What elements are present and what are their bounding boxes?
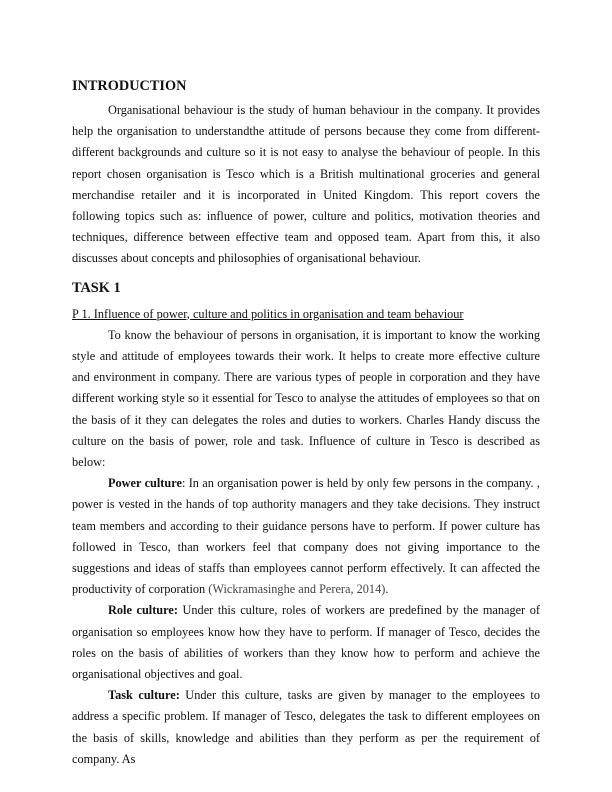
task1-subtitle: P 1. Influence of power, culture and politics in organisation and team behaviour [72, 306, 464, 321]
task-culture-paragraph [72, 685, 540, 770]
document-page [72, 76, 540, 770]
power-culture-text: : In an organisation power is held by only few persons in the company. , power is vested in the hands of top authority managers and they take decisions. They instruct team members and according to their guidance persons have to perform. If power culture has followed in Tesco, than workers feel that company does not giving importance to the suggestions and ideas of staffs than employees cannot perform effectively. It can affected the productivity of corporation [72, 476, 540, 597]
task-culture-text: Under this culture, tasks are given by manager to the employees to address a specific problem. If manager of Tesco, delegates the task to different employees on the basis of skills, knowledge and abilities than they perform as per the requirement of company. As [72, 688, 540, 766]
introduction-paragraph: Organisational behaviour is the study of human behaviour in the company. It provides help the organisation to understandthe attitude of persons because they come from different-different backgrounds and culture so it is not easy to analyse the behaviour of people. In this report chosen organisation is Tesco which is a British multinational groceries and general merchandise retailer and it is incorporated in United Kingdom. This report covers the following topics such as: influence of power, culture and politics, motivation theories and techniques, difference between effective team and opposed team. Apart from this, it also discusses about concepts and philosophies of organisational behaviour. [72, 103, 540, 266]
power-culture-paragraph [72, 473, 540, 600]
power-culture-citation: (Wickramasinghe and Perera, 2014) [208, 582, 386, 597]
power-culture-end: . [385, 582, 389, 597]
role-culture-paragraph [72, 600, 540, 685]
power-culture-term: Power culture [108, 476, 182, 491]
introduction-heading: INTRODUCTION [72, 78, 187, 94]
role-culture-text: Under this culture, roles of workers are predefined by the manager of organisation so employees know how they have to perform. If manager of Tesco, decides the roles on the basis of abilities of workers than they know how to perform and achieve the organisational objectives and goal. [72, 603, 540, 682]
task1-intro-paragraph: To know the behaviour of persons in organisation, it is important to know the working style and attitude of employees towards their work. It helps to create more effective culture and environment in company. There are various types of people in corporation and they have different working style so it essential for Tesco to analyse the attitudes of employees so that on the basis of it they can delegates the roles and duties to workers. Charles Handy discuss the culture on the basis of power, role and task. Influence of culture in Tesco is described as below: [72, 327, 540, 470]
task-culture-term: Task culture: [108, 688, 180, 703]
role-culture-term: Role culture: [108, 603, 178, 618]
task1-heading: TASK 1 [72, 279, 121, 296]
